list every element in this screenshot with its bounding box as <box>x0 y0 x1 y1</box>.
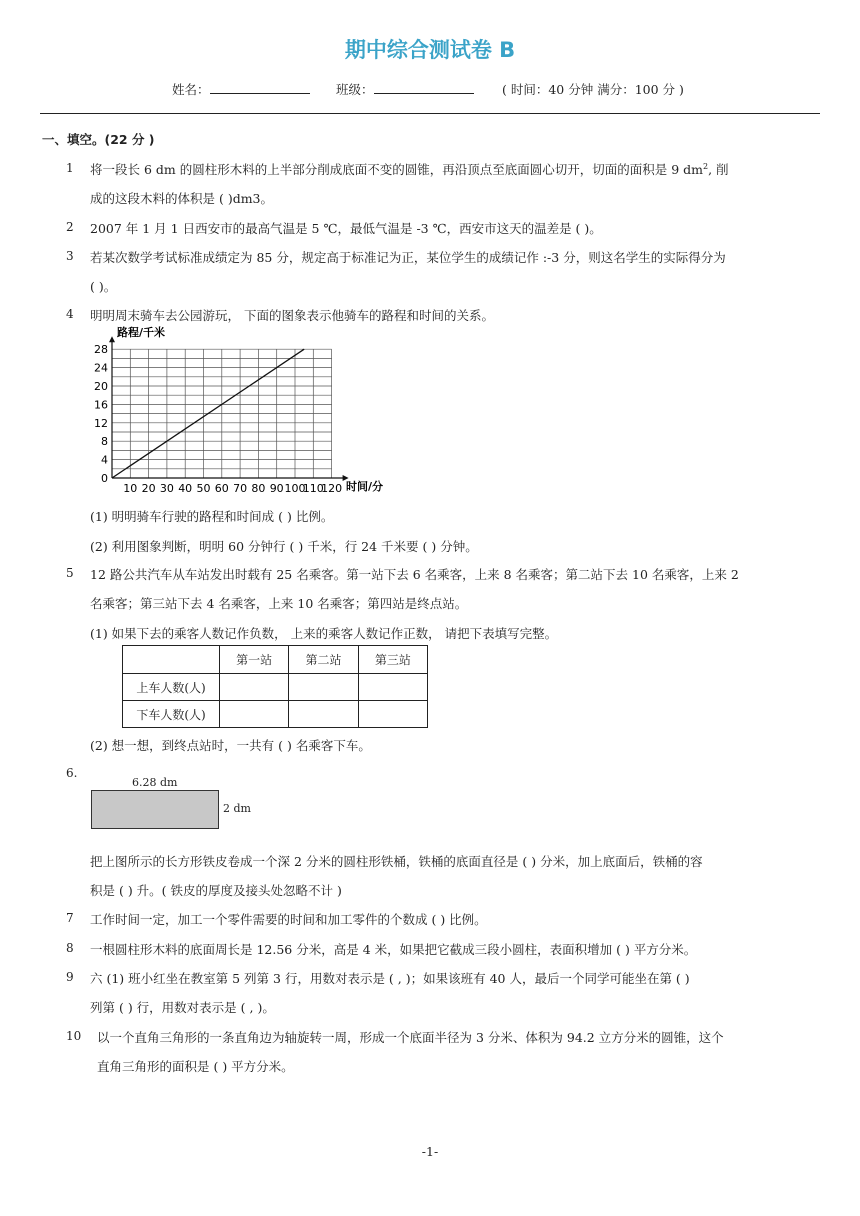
x-tick-label: 40 <box>178 482 193 495</box>
table-header-row <box>123 646 428 674</box>
question-4-sub1: (1) 明明骑车行驶的路程和时间成 ( ) 比例。 <box>90 509 334 524</box>
question-1-line2: 成的这段木料的体积是 ( )dm3。 <box>90 191 274 206</box>
question-4-line1: 明明周末骑车去公园游玩， 下面的图象表示他骑车的路程和时间的关系。 <box>90 308 494 323</box>
table-cell <box>358 701 427 728</box>
y-tick-label: 0 <box>101 472 108 485</box>
x-tick-label: 20 <box>141 482 156 495</box>
table-header-cell <box>123 646 220 674</box>
x-tick-label: 30 <box>159 482 174 495</box>
question-number: 1 <box>66 161 74 175</box>
question-4-sub2: (2) 利用图象判断，明明 60 分钟行 ( ) 千米，行 24 千米要 ( ) 分钟。 <box>90 539 478 554</box>
rect-height-label: 2 dm <box>223 802 251 815</box>
page-title: 期中综合测试卷 B <box>344 38 516 62</box>
question-1-line1 <box>90 160 729 178</box>
question-10-line1: 以一个直角三角形的一条直角边为轴旋转一周，形成一个底面半径为 3 分米、体积为 94.2 立方分米的圆锥，这个 <box>97 1030 724 1045</box>
iron-sheet-rectangle <box>91 790 219 829</box>
table-row <box>123 701 428 728</box>
x-tick-label: 80 <box>251 482 266 495</box>
passenger-table <box>122 645 428 728</box>
question-number: 3 <box>66 249 74 263</box>
class-field <box>336 80 474 98</box>
chart-grid <box>112 349 332 478</box>
question-number: 8 <box>66 941 74 955</box>
y-axis-label: 路程/千米 <box>117 326 166 339</box>
question-9-line1: 六 (1) 班小红坐在教室第 5 列第 3 行，用数对表示是 ( , )；如果该班有 40 人，最后一个同学可能坐在第 ( ) <box>90 971 690 986</box>
table-cell <box>289 674 358 701</box>
table-row-label: 下车人数(人) <box>123 701 220 728</box>
x-tick-label: 50 <box>196 482 211 495</box>
name-label: 姓名： <box>172 82 210 97</box>
q1-superscript: 2 <box>702 161 709 171</box>
table-header-cell: 第三站 <box>358 646 427 674</box>
y-tick-label: 12 <box>94 416 108 430</box>
question-8-line1: 一根圆柱形木料的底面周长是 12.56 分米，高是 4 米，如果把它截成三段小圆柱，表面积增加 ( ) 平方分米。 <box>90 942 697 957</box>
y-tick-label: 16 <box>94 398 108 412</box>
x-tick-label: 110 <box>302 482 324 495</box>
question-number: 7 <box>66 911 74 925</box>
question-10-line2: 直角三角形的面积是 ( ) 平方分米。 <box>97 1059 294 1074</box>
question-number: 4 <box>66 307 74 321</box>
name-blank <box>210 81 310 94</box>
y-tick-label: 20 <box>94 380 108 393</box>
y-tick-label: 28 <box>94 343 108 357</box>
question-number: 2 <box>66 220 74 234</box>
rect-width-label: 6.28 dm <box>132 776 178 789</box>
chart-tick-labels <box>94 343 342 495</box>
name-field <box>172 80 310 98</box>
question-5-sub1: (1) 如果下去的乘客人数记作负数， 上来的乘客人数记作正数， 请把下表填写完整。 <box>90 626 558 641</box>
table-row-label: 上车人数(人) <box>123 674 220 701</box>
q1-tail: , 削 <box>708 162 729 177</box>
y-tick-label: 24 <box>94 361 108 375</box>
question-5-line1: 12 路公共汽车从车站发出时载有 25 名乘客。第一站下去 6 名乘客，上来 8 名乘客；第二站下去 10 名乘客，上来 2 <box>90 567 739 582</box>
question-3-line1: 若某次数学考试标准成绩定为 85 分，规定高于标准记为正，某位学生的成绩记作 :-3 分，则这名学生的实际得分为 <box>90 250 726 265</box>
table-cell <box>289 701 358 728</box>
x-tick-label: 90 <box>269 482 284 495</box>
q1-text: 将一段长 6 dm 的圆柱形木料的上半部分削成底面不变的圆锥，再沿顶点至底面圆心切开，切面的面积是 9 dm <box>90 162 703 177</box>
x-tick-label: 120 <box>321 482 343 495</box>
question-number: 9 <box>66 970 74 984</box>
y-tick-label: 8 <box>101 435 108 449</box>
question-3-line2: ( )。 <box>90 279 117 294</box>
question-9-line2: 列第 ( ) 行，用数对表示是 ( , )。 <box>90 1000 275 1015</box>
question-2-line1: 2007 年 1 月 1 日西安市的最高气温是 5 ℃，最低气温是 -3 ℃，西安市这天的温差是 ( )。 <box>90 221 602 236</box>
table-header-cell: 第一站 <box>220 646 289 674</box>
table-cell <box>220 701 289 728</box>
x-axis-label: 时间/分 <box>346 480 384 493</box>
time-info: ( 时间：40 分钟 满分：100 分 ) <box>502 82 684 97</box>
x-tick-label: 100 <box>284 482 306 495</box>
header-divider <box>40 113 820 114</box>
question-5-sub2: (2) 想一想，到终点站时，一共有 ( ) 名乘客下车。 <box>90 738 371 753</box>
y-tick-label: 4 <box>101 453 108 467</box>
question-6-line2: 积是 ( ) 升。( 铁皮的厚度及接头处忽略不计 ) <box>90 883 342 898</box>
x-tick-label: 70 <box>233 482 248 495</box>
page-number: -1- <box>421 1144 439 1159</box>
question-number: 10 <box>66 1029 82 1043</box>
section-heading: 一、填空。(22 分 ) <box>42 132 155 147</box>
x-tick-label: 10 <box>123 482 138 495</box>
table-cell <box>220 674 289 701</box>
table-row <box>123 674 428 701</box>
class-blank <box>374 81 474 94</box>
question-6-line1: 把上图所示的长方形铁皮卷成一个深 2 分米的圆柱形铁桶，铁桶的底面直径是 ( ) 分米，加上底面后，铁桶的容 <box>90 854 703 869</box>
x-tick-label: 60 <box>214 482 229 495</box>
table-header-cell: 第二站 <box>289 646 358 674</box>
table-cell <box>358 674 427 701</box>
question-number: 5 <box>66 566 74 580</box>
distance-time-chart <box>90 322 400 497</box>
question-5-line2: 名乘客；第三站下去 4 名乘客，上来 10 名乘客；第四站是终点站。 <box>90 596 468 611</box>
question-7-line1: 工作时间一定，加工一个零件需要的时间和加工零件的个数成 ( ) 比例。 <box>90 912 487 927</box>
y-axis-arrow <box>109 336 115 342</box>
question-number: 6. <box>66 766 78 780</box>
class-label: 班级： <box>336 82 374 97</box>
